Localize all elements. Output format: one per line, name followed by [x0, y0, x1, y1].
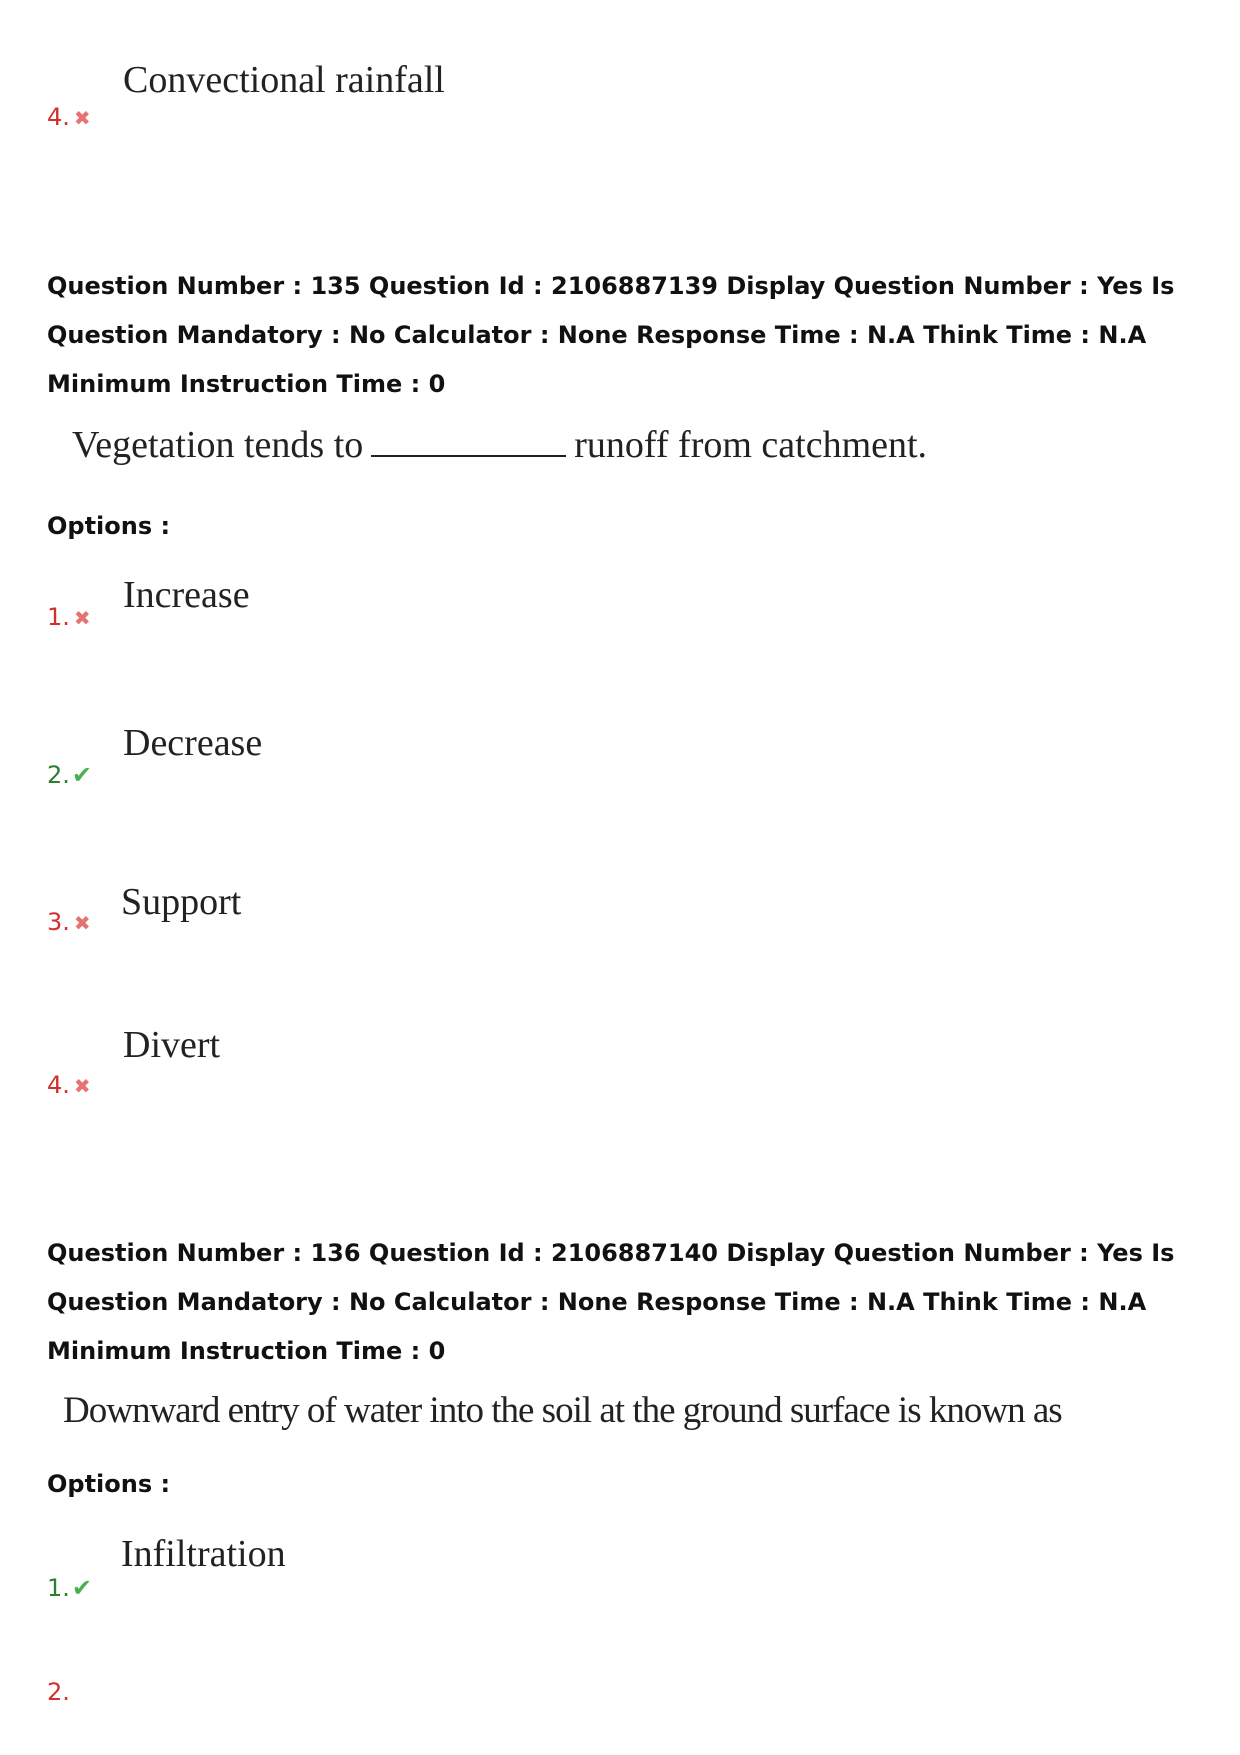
option-index: 2.: [47, 761, 70, 789]
option-number: [47, 1071, 91, 1099]
question-text: Downward entry of water into the soil at the ground surface is known as: [63, 1390, 1062, 1431]
option-index: 1.: [47, 603, 70, 631]
cross-icon: ✖: [73, 911, 91, 935]
question-header: Question Number : 136 Question Id : 2106887140 Display Question Number : Yes Is Question Mandatory : No Calculator : None Response Time : N.A Think Time : N.A Minimum Instruction Time : 0: [47, 1239, 1175, 1365]
option-index: 3.: [47, 908, 70, 936]
cross-icon: ✖: [73, 606, 91, 630]
option-text: Divert: [123, 1024, 221, 1066]
question-text-part: runoff from catchment.: [574, 424, 928, 466]
question-header: Question Number : 135 Question Id : 2106887139 Display Question Number : Yes Is Question Mandatory : No Calculator : None Response Time : N.A Think Time : N.A Minimum Instruction Time : 0: [47, 272, 1175, 398]
question-text: [72, 423, 927, 467]
question-text-part: Vegetation tends to: [72, 424, 364, 466]
cross-icon: ✖: [73, 1074, 91, 1098]
check-icon: ✔: [71, 761, 93, 789]
option-number: [47, 908, 91, 936]
option-text: Decrease: [123, 722, 263, 764]
option-text: Increase: [123, 574, 250, 616]
option-index: 2.: [47, 1678, 70, 1706]
option-number: [47, 603, 91, 631]
option-text: Support: [121, 881, 242, 923]
option-index: 1.: [47, 1574, 70, 1602]
option-text: Convectional rainfall: [123, 59, 445, 101]
option-number: [47, 103, 91, 131]
option-number: [47, 1574, 92, 1602]
fill-in-blank: [371, 425, 566, 457]
option-text: Infiltration: [121, 1533, 286, 1575]
option-number: [47, 761, 92, 789]
options-label: Options :: [47, 1470, 171, 1498]
options-label: Options :: [47, 512, 171, 540]
option-number: [47, 1678, 70, 1706]
cross-icon: ✖: [73, 106, 91, 130]
option-index: 4.: [47, 1071, 70, 1099]
check-icon: ✔: [71, 1574, 93, 1602]
option-index: 4.: [47, 103, 70, 131]
